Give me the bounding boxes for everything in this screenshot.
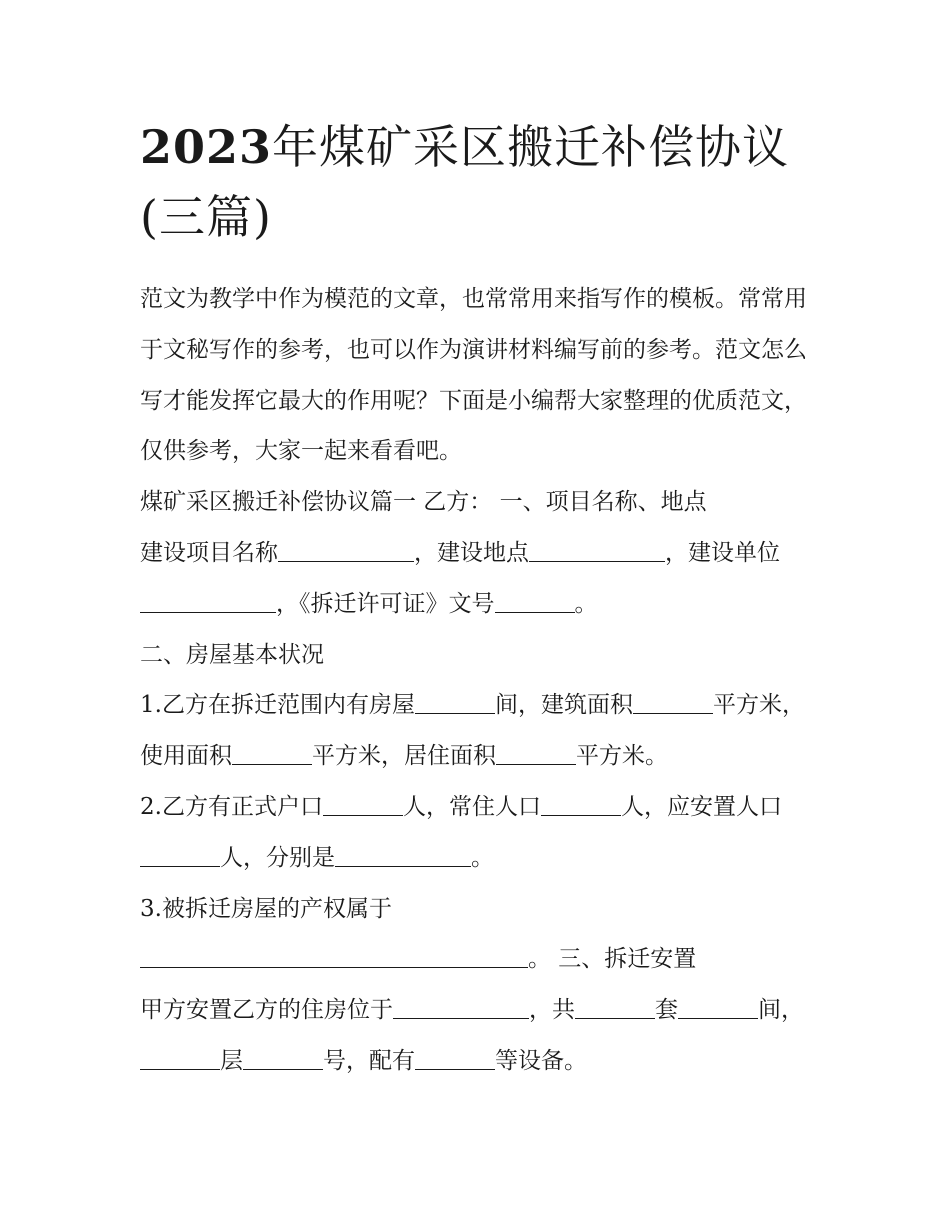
intro-paragraph: 范文为教学中作为模范的文章，也常常用来指写作的模板。常常用于文秘写作的参考，也可以作为演讲材料编写前的参考。范文怎么写才能发挥它最大的作用呢？下面是小编帮大家整理的优质范文，仅供参考，大家一起来看看吧。 [140, 286, 807, 465]
house-item3-text-b: 。 三、拆迁安置 [528, 946, 697, 973]
house-item2-text-b: 人，常住人口 [402, 793, 541, 820]
house-item2-text-d: 人，分别是 [220, 844, 335, 871]
document-page [140, 112, 820, 1087]
house-item1-text-c: 平方米，使用面积 [140, 692, 805, 770]
equipment-blank [415, 1047, 495, 1070]
room-count-blank [678, 996, 758, 1019]
ownership-blank [140, 945, 528, 968]
names-blank [335, 844, 471, 867]
document-title [140, 112, 820, 252]
resettle-text-d: 间， [758, 997, 804, 1024]
usable-area-blank [232, 742, 312, 765]
house-item1-text-b: 间，建筑面积 [494, 692, 633, 719]
house-item2-text-e: 。 [471, 844, 494, 871]
project-name-label: 建设项目名称 [140, 539, 278, 566]
project-paragraph [140, 528, 820, 630]
project-unit-blank [140, 590, 276, 613]
house-item-1 [140, 680, 820, 782]
project-end: 。 [574, 590, 598, 617]
resettle-people-blank [140, 844, 220, 867]
resettle-text-g: 等设备。 [495, 1047, 587, 1074]
house-item3-text-a: 3.被拆迁房屋的产权属于 [140, 895, 392, 922]
permit-label: ，《拆迁许可证》文号 [276, 590, 495, 617]
house-item1-text-a: 1.乙方在拆迁范围内有房屋 [140, 692, 415, 719]
resettle-text-c: 套 [655, 997, 678, 1024]
resettle-text-e: 层 [220, 1047, 243, 1074]
resettle-text-a: 甲方安置乙方的住房位于 [140, 997, 393, 1024]
house-item2-text-a: 2.乙方有正式户口 [140, 793, 323, 820]
permit-number-blank [495, 590, 575, 613]
registered-people-blank [323, 793, 403, 816]
building-area-blank [633, 691, 713, 714]
number-blank [243, 1047, 323, 1070]
house-item-3 [140, 884, 820, 986]
living-area-blank [496, 742, 576, 765]
house-item-2 [140, 782, 820, 884]
section2-heading: 二、房屋基本状况 [140, 641, 324, 668]
project-site-label: ，建设地点 [414, 539, 529, 566]
sets-blank [575, 996, 655, 1019]
resident-people-blank [541, 793, 621, 816]
resettle-text-f: 号，配有 [323, 1047, 415, 1074]
title-text: 年煤矿采区搬迁补偿协议(三篇) [140, 120, 790, 244]
section1-heading: 煤矿采区搬迁补偿协议篇一 乙方： 一、项目名称、地点 [140, 489, 707, 516]
house-item2-text-c: 人，应安置人口 [620, 793, 782, 820]
project-site-blank [529, 539, 665, 562]
rooms-blank [415, 691, 495, 714]
project-name-blank [278, 539, 414, 562]
resettle-paragraph [140, 985, 820, 1087]
project-unit-label: ，建设单位 [665, 539, 780, 566]
house-item1-text-d: 平方米，居住面积 [312, 743, 496, 770]
housing-location-blank [393, 996, 529, 1019]
resettle-text-b: ，共 [529, 997, 575, 1024]
floor-blank [140, 1047, 220, 1070]
title-year: 2023 [140, 120, 273, 174]
house-item1-text-e: 平方米。 [576, 743, 668, 770]
